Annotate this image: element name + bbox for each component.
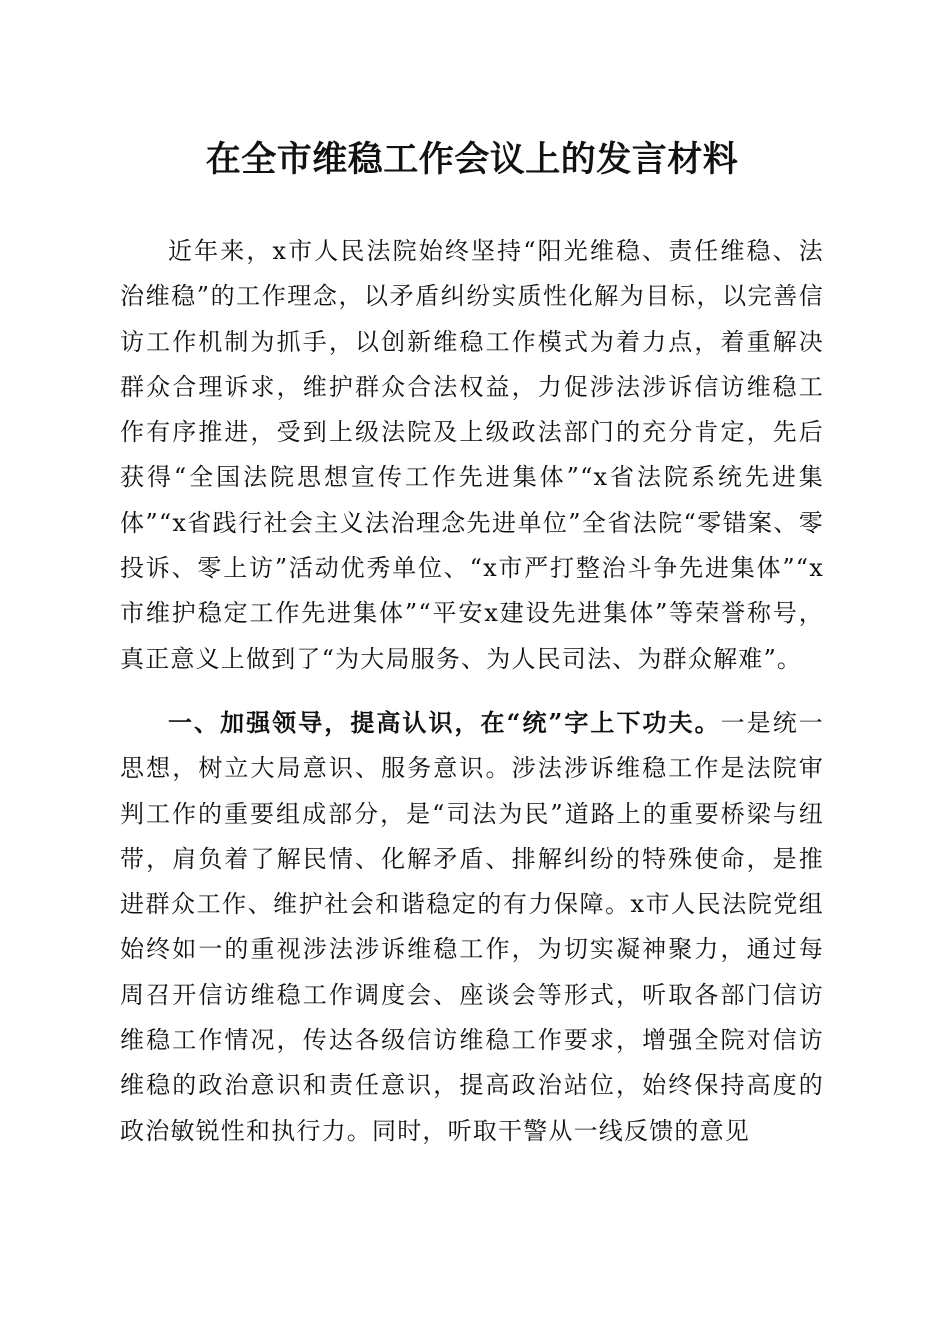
document-page bbox=[120, 0, 824, 1344]
section-one-text: 一是统一思想，树立大局意识、服务意识。涉法涉诉维稳工作是法院审判工作的重要组成部分，是“司法为民”道路上的重要桥梁与纽带，肩负着了解民情、化解矛盾、排解纠纷的特殊使命，是推进群众工作、维护社会和谐稳定的有力保障。x市人民法院党组始终如一的重视涉法涉诉维稳工作，为切实凝神聚力，通过每周召开信访维稳工作调度会、座谈会等形式，听取各部门信访维稳工作情况，传达各级信访维稳工作要求，增强全院对信访维稳的政治意识和责任意识，提高政治站位，始终保持高度的政治敏锐性和执行力。同时，听取干警从一线反馈的意见 bbox=[120, 709, 824, 1145]
document-title: 在全市维稳工作会议上的发言材料 bbox=[205, 139, 739, 180]
intro-paragraph-text: 近年来，x市人民法院始终坚持“阳光维稳、责任维稳、法治维稳”的工作理念，以矛盾纠纷实质性化解为目标，以完善信访工作机制为抓手，以创新维稳工作模式为着力点，着重解决群众合理诉求，维护群众合法权益，力促涉法涉诉信访维稳工作有序推进，受到上级法院及上级政法部门的充分肯定，先后获得“全国法院思想宣传工作先进集体”“x省法院系统先进集体”“x省践行社会主义法治理念先进单位”全省法院“零错案、零投诉、零上访”活动优秀单位、“x市严打整治斗争先进集体”“x市维护稳定工作先进集体”“平安x建设先进集体”等荣誉称号，真正意义上做到了“为大局服务、为人民司法、为群众解难”。 bbox=[120, 237, 824, 673]
section-one-paragraph bbox=[120, 700, 824, 1154]
intro-paragraph bbox=[120, 229, 824, 682]
section-one-heading: 一、加强领导，提高认识，在“统”字上下功夫。 bbox=[168, 708, 721, 737]
